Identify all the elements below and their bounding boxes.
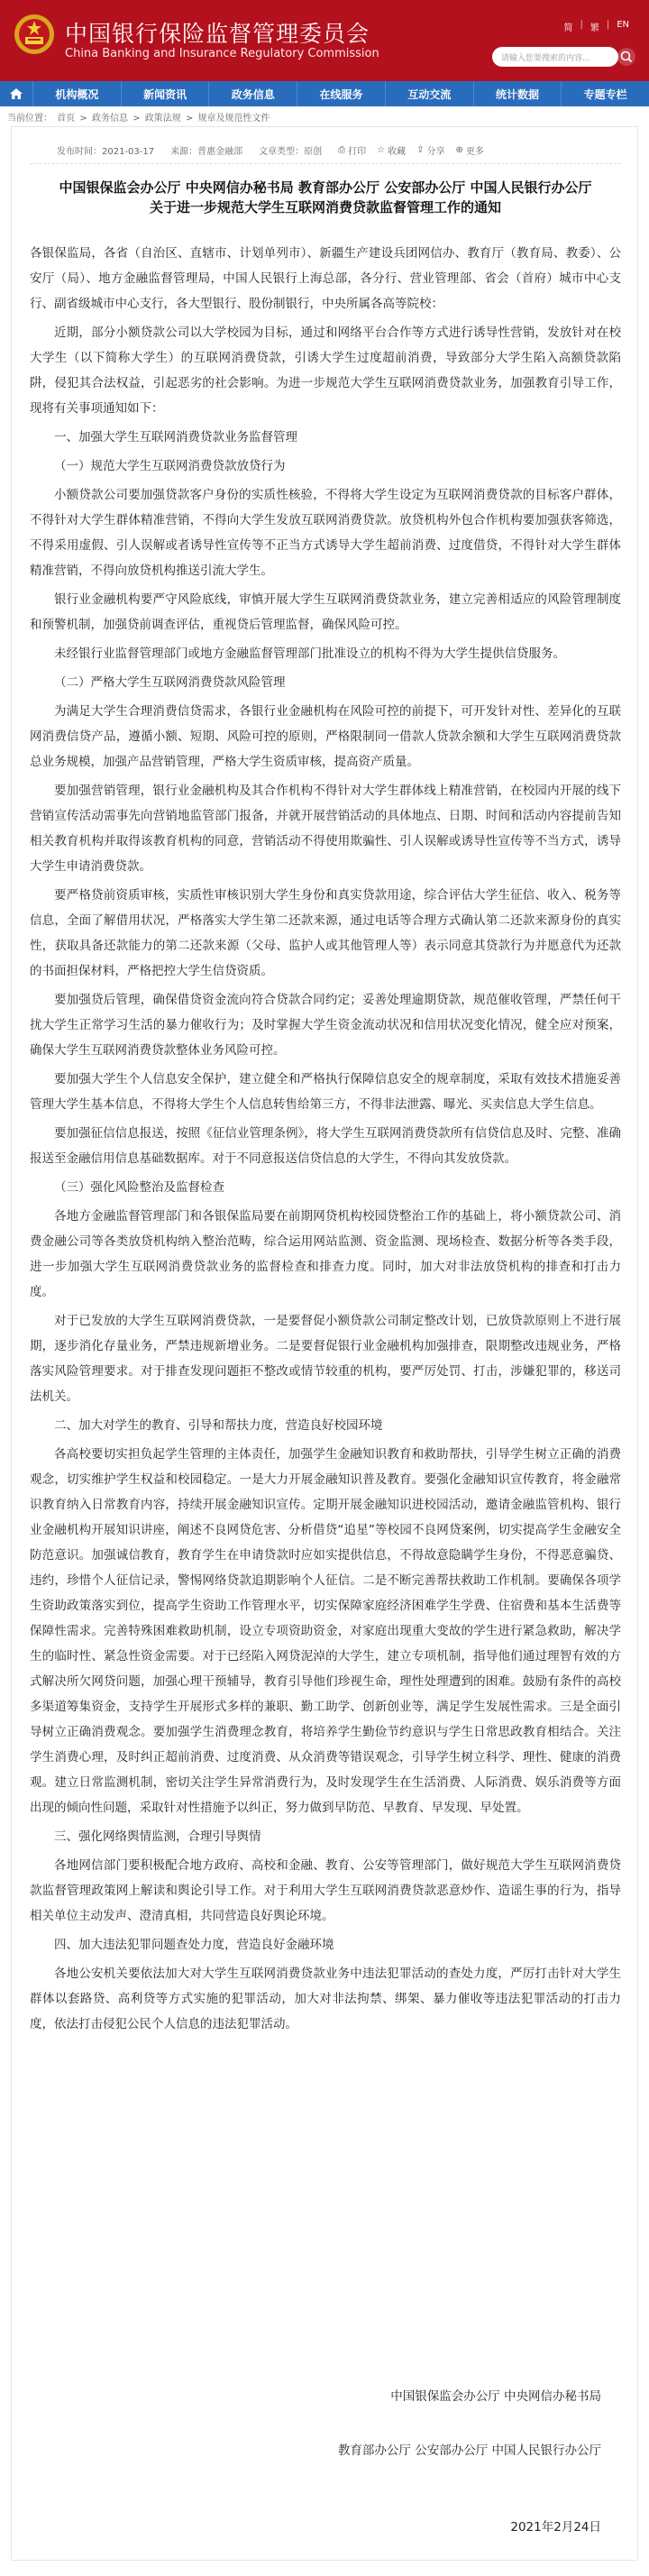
body-paragraph: 近期，部分小额贷款公司以大学校园为目标，通过和网络平台合作等方式进行诱导性营销，发放针对在校大学生（以下简称大学生）的互联网消费贷款，引诱大学生过度超前消费，导致部分大学生陷入高额贷款陷阱，侵犯其合法权益，引起恶劣的社会影响。为进一步规范大学生互联网消费贷款业务，加强教育引导工作，现将有关事项通知如下：: [30, 325, 621, 416]
site-title-en: China Banking and Insurance Regulatory Commission: [65, 47, 379, 60]
document-body: [30, 241, 621, 2040]
body-paragraph: 要严格贷前资质审核，实质性审核识别大学生身份和真实贷款用途，综合评估大学生征信、收入、税务等信息，全面了解借用状况，严格落实大学生第二还款来源，通过电话等合理方式确认第二还款来源身份的真实性，获取具备还款能力的第二还款来源（父母、监护人或其他管理人等）表示同意其贷款行为并愿意代为还款的书面担保材料，严格把控大学生信贷资质。: [30, 888, 621, 978]
lang-divider: |: [606, 20, 610, 30]
body-paragraph: 要加强营销管理，银行业金融机构及其合作机构不得针对大学生群体线上精准营销，在校园内开展的线下营销宣传活动需事先向营销地监管部门报备，并就开展营销活动的具体地点、日期、时间和活动内容提前告知相关教育机构并取得该教育机构的同意，营销活动不得使用欺骗性、引人误解或诱导性宣传等不当方式，诱导大学生申请消费贷款。: [30, 784, 621, 874]
body-paragraph: 四、加大违法犯罪问题查处力度，营造良好金融环境: [54, 1938, 334, 1952]
breadcrumb-sep: >: [133, 114, 141, 124]
body-paragraph: 银行业金融机构要严守风险底线，审慎开展大学生互联网消费贷款业务，建立完善相适应的风险管理制度和预警机制，加强贷前调查评估，重视贷后管理监督，确保风险可控。: [30, 592, 621, 632]
search-input[interactable]: 请输入您要搜索的内容...: [492, 47, 618, 67]
document-date: 2021年2月24日: [510, 2520, 601, 2535]
body-paragraph: 要加强征信信息报送，按照《征信业管理条例》，将大学生互联网消费贷款所有信贷信息及时、完整、准确报送至金融信用信息基础数据库。对于不同意报送信贷信息的大学生，不得向其发放贷款。: [30, 1126, 621, 1166]
body-paragraph: 三、强化网络舆情监测，合理引导舆情: [54, 1829, 261, 1844]
main-nav: [0, 81, 649, 106]
more-button[interactable]: ⊕ 更多: [455, 145, 484, 157]
document-title: [30, 178, 621, 217]
body-paragraph: （三）强化风险整治及监督检查: [54, 1180, 224, 1195]
document-title-line-2: 关于进一步规范大学生互联网消费贷款监督管理工作的通知: [149, 199, 501, 215]
lang-traditional[interactable]: 繁: [590, 23, 599, 33]
article-tools: [338, 143, 484, 157]
lang-divider: |: [580, 20, 583, 30]
nav-item-government[interactable]: 政务信息: [208, 81, 297, 106]
breadcrumb-sep: >: [79, 114, 87, 124]
site-header: [0, 0, 649, 81]
breadcrumb: [7, 110, 271, 124]
language-switcher: [563, 20, 629, 33]
nav-item-about[interactable]: 机构概况: [32, 81, 121, 106]
home-icon: [9, 87, 23, 101]
signature-line-2: 教育部办公厅 公安部办公厅 中国人民银行办公厅: [337, 2443, 601, 2458]
document-title-line-1: 中国银保监会办公厅 中央网信办秘书局 教育部办公厅 公安部办公厅 中国人民银行办公厅: [59, 179, 592, 196]
article-container: [11, 126, 638, 2561]
article-type: 文章类型：原创: [259, 147, 323, 157]
breadcrumb-sep: >: [185, 114, 194, 124]
body-paragraph: 各地网信部门要积极配合地方政府、高校和金融、教育、公安等管理部门，做好规范大学生互联网消费贷款监督管理政策网上解读和舆论引导工作。对于利用大学生互联网消费贷款恶意炒作、造谣生事的行为，指导相关单位主动发声、澄清真相，共同营造良好舆论环境。: [30, 1858, 621, 1923]
body-paragraph: 对于已发放的大学生互联网消费贷款，一是要督促小额贷款公司制定整改计划，已放贷款原则上不进行展期，逐步消化存量业务，严禁违规新增业务。二是要督促银行业金融机构加强排查，限期整改违规业务，严格落实风险管理要求。对于排查发现问题拒不整改或情节较重的机构，要严厉处罚、打击，涉嫌犯罪的，移送司法机关。: [30, 1314, 621, 1404]
body-paragraph: 要加强贷后管理，确保借贷资金流向符合贷款合同约定；妥善处理逾期贷款，规范催收管理，严禁任何干扰大学生正常学习生活的暴力催收行为；及时掌握大学生资金流动状况和信用状况变化情况，健全应对预案，确保大学生互联网消费贷款整体业务风险可控。: [30, 993, 621, 1058]
plus-icon: ⊕: [455, 145, 463, 155]
share-button[interactable]: ⇪ 分享: [416, 145, 445, 157]
body-paragraph: 各地方金融监督管理部门和各银保监局要在前期网贷机构校园贷整治工作的基础上，将小额贷款公司、消费金融公司等各类放贷机构纳入整治范畴，综合运用网站监测、资金监测、现场检查、数据分析等各类手段，进一步加强大学生互联网消费贷款业务的监督检查和排查力度。同时，加大对非法放贷机构的排查和打击力度。: [30, 1209, 621, 1299]
nav-item-interaction[interactable]: 互动交流: [385, 81, 473, 106]
body-paragraph: 为满足大学生合理消费信贷需求，各银行业金融机构在风险可控的前提下，可开发针对性、差异化的互联网消费信贷产品，遵循小额、短期、风险可控的原则，严格限制同一借款人贷款余额和大学生互联网消费贷款总业务规模，加强产品营销管理，严格大学生资质审核，提高资产质量。: [30, 704, 621, 769]
body-paragraph: 未经银行业监督管理部门或地方金融监督管理部门批准设立的机构不得为大学生提供信贷服务。: [54, 646, 565, 661]
publish-date: 发布时间：2021-03-17: [57, 147, 155, 157]
print-button[interactable]: ⎙ 打印: [338, 145, 367, 157]
breadcrumb-rules[interactable]: 规章及规范性文件: [197, 114, 270, 124]
signature-line-1: 中国银保监会办公厅 中央网信办秘书局: [390, 2389, 601, 2404]
breadcrumb-government[interactable]: 政务信息: [91, 114, 128, 124]
nav-home[interactable]: [0, 81, 32, 106]
nav-item-services[interactable]: 在线服务: [297, 81, 385, 106]
site-title-cn: 中国银行保险监督管理委员会: [65, 21, 370, 47]
body-paragraph: 要加强大学生个人信息安全保护，建立健全和严格执行保障信息安全的规章制度，采取有效技术措施妥善管理大学生基本信息，不得将大学生个人信息转售给第三方，不得非法泄露、曝光、买卖信息大学生信息。: [30, 1072, 621, 1112]
share-icon: ⇪: [416, 145, 425, 155]
article-meta: [57, 143, 598, 157]
meta-divider: [30, 163, 621, 164]
lang-simplified[interactable]: 简: [563, 23, 573, 33]
body-paragraph: 各地公安机关要依法加大对大学生互联网消费贷款业务中违法犯罪活动的查处力度，严厉打击针对大学生群体以套路贷、高利贷等方式实施的犯罪活动，加大对非法拘禁、绑架、暴力催收等违法犯罪活动的打击力度，依法打击侵犯公民个人信息的违法犯罪活动。: [30, 1966, 621, 2031]
body-paragraph: 各高校要切实担负起学生管理的主体责任，加强学生金融知识教育和救助帮扶，引导学生树立正确的消费观念，切实维护学生权益和校园稳定。一是大力开展金融知识普及教育。要强化金融知识宣传教育，将金融常识教育纳入日常教育内容，持续开展金融知识宣传。定期开展金融知识进校园活动，邀请金融监管机构、银行业金融机构开展知识讲座，阐述不良网贷危害、分析借贷“追星”等校园不良网贷案例，切实提高学生金融安全防范意识。加强诚信教育，教育学生在申请贷款时应如实提供信息，不得故意隐瞒学生身份，不得恶意骗贷、违约，珍惜个人征信记录，警惕网络贷款追期影响个人征信。二是不断完善帮扶救助工作机制。要确保各项学生资助政策落实到位，提高学生资助工作管理水平，切实保障家庭经济困难学生学费、住宿费和基本生活费等保障性需求。完善特殊困难救助机制，设立专项资助资金，对家庭出现重大变故的学生进行紧急救助，解决学生的临时性、紧急性资金需要。对于已经陷入网贷泥淖的大学生，建立专项机制，指导他们通过理智有效的方式解决所欠网贷问题，加强心理干预辅导，教育引导他们珍视生命，理性处理遭到的困难。鼓励有条件的高校多渠道筹集资金，支持学生开展形式多样的兼职、勤工助学、创新创业等，满足学生发展性需求。三是全面引导树立正确消费观念。要加强学生消费理念教育，将培养学生勤俭节约意识与学生日常思政教育相结合。关注学生消费心理，及时纠正超前消费、过度消费、从众消费等错误观念，引导学生树立科学、理性、健康的消费观。建立日常监测机制，密切关注学生异常消费行为，及时发现学生在生活消费、人际消费、娱乐消费等方面出现的倾向性问题，采取针对性措施予以纠正，努力做到早防范、早教育、早发现、早处置。: [30, 1447, 621, 1815]
breadcrumb-label: 当前位置：: [7, 114, 52, 124]
search-icon[interactable]: [617, 47, 636, 67]
national-emblem-icon[interactable]: [13, 13, 56, 56]
body-paragraph: （一）规范大学生互联网消费贷款放贷行为: [54, 459, 286, 473]
lang-english[interactable]: EN: [617, 20, 629, 30]
favorite-button[interactable]: ☆ 收藏: [377, 145, 407, 157]
body-paragraph: 二、加大对学生的教育、引导和帮扶力度，营造良好校园环境: [54, 1418, 383, 1433]
star-icon: ☆: [377, 145, 386, 155]
print-icon: ⎙: [338, 145, 346, 155]
article-source: 来源：普惠金融部: [170, 147, 243, 157]
body-paragraph: 一、加强大学生互联网消费贷款业务监督管理: [54, 430, 297, 445]
breadcrumb-home[interactable]: 首页: [57, 114, 76, 124]
body-paragraph: 小额贷款公司要加强贷款客户身份的实质性核验，不得将大学生设定为互联网消费贷款的目标客户群体，不得针对大学生群体精准营销，不得向大学生发放互联网消费贷款。放贷机构外包合作机构要加强获客筛选，不得采用虚假、引人误解或者诱导性宣传等不正当方式诱导大学生超前消费、过度借贷，不得针对大学生群体精准营销，不得向放贷机构推送引流大学生。: [30, 488, 621, 578]
nav-item-news[interactable]: 新闻资讯: [121, 81, 209, 106]
nav-item-topics[interactable]: 专题专栏: [561, 81, 649, 106]
breadcrumb-policy[interactable]: 政策法规: [144, 114, 181, 124]
body-paragraph: （二）严格大学生互联网消费贷款风险管理: [54, 675, 286, 690]
nav-item-statistics[interactable]: 统计数据: [473, 81, 562, 106]
body-paragraph: 各银保监局，各省（自治区、直辖市、计划单列市）、新疆生产建设兵团网信办、教育厅（教育局、教委）、公安厅（局）、地方金融监督管理局，中国人民银行上海总部，各分行、营业管理部、省会（首府）城市中心支行、副省级城市中心支行，各大型银行、股份制银行，中央所属各高等院校：: [30, 246, 621, 311]
